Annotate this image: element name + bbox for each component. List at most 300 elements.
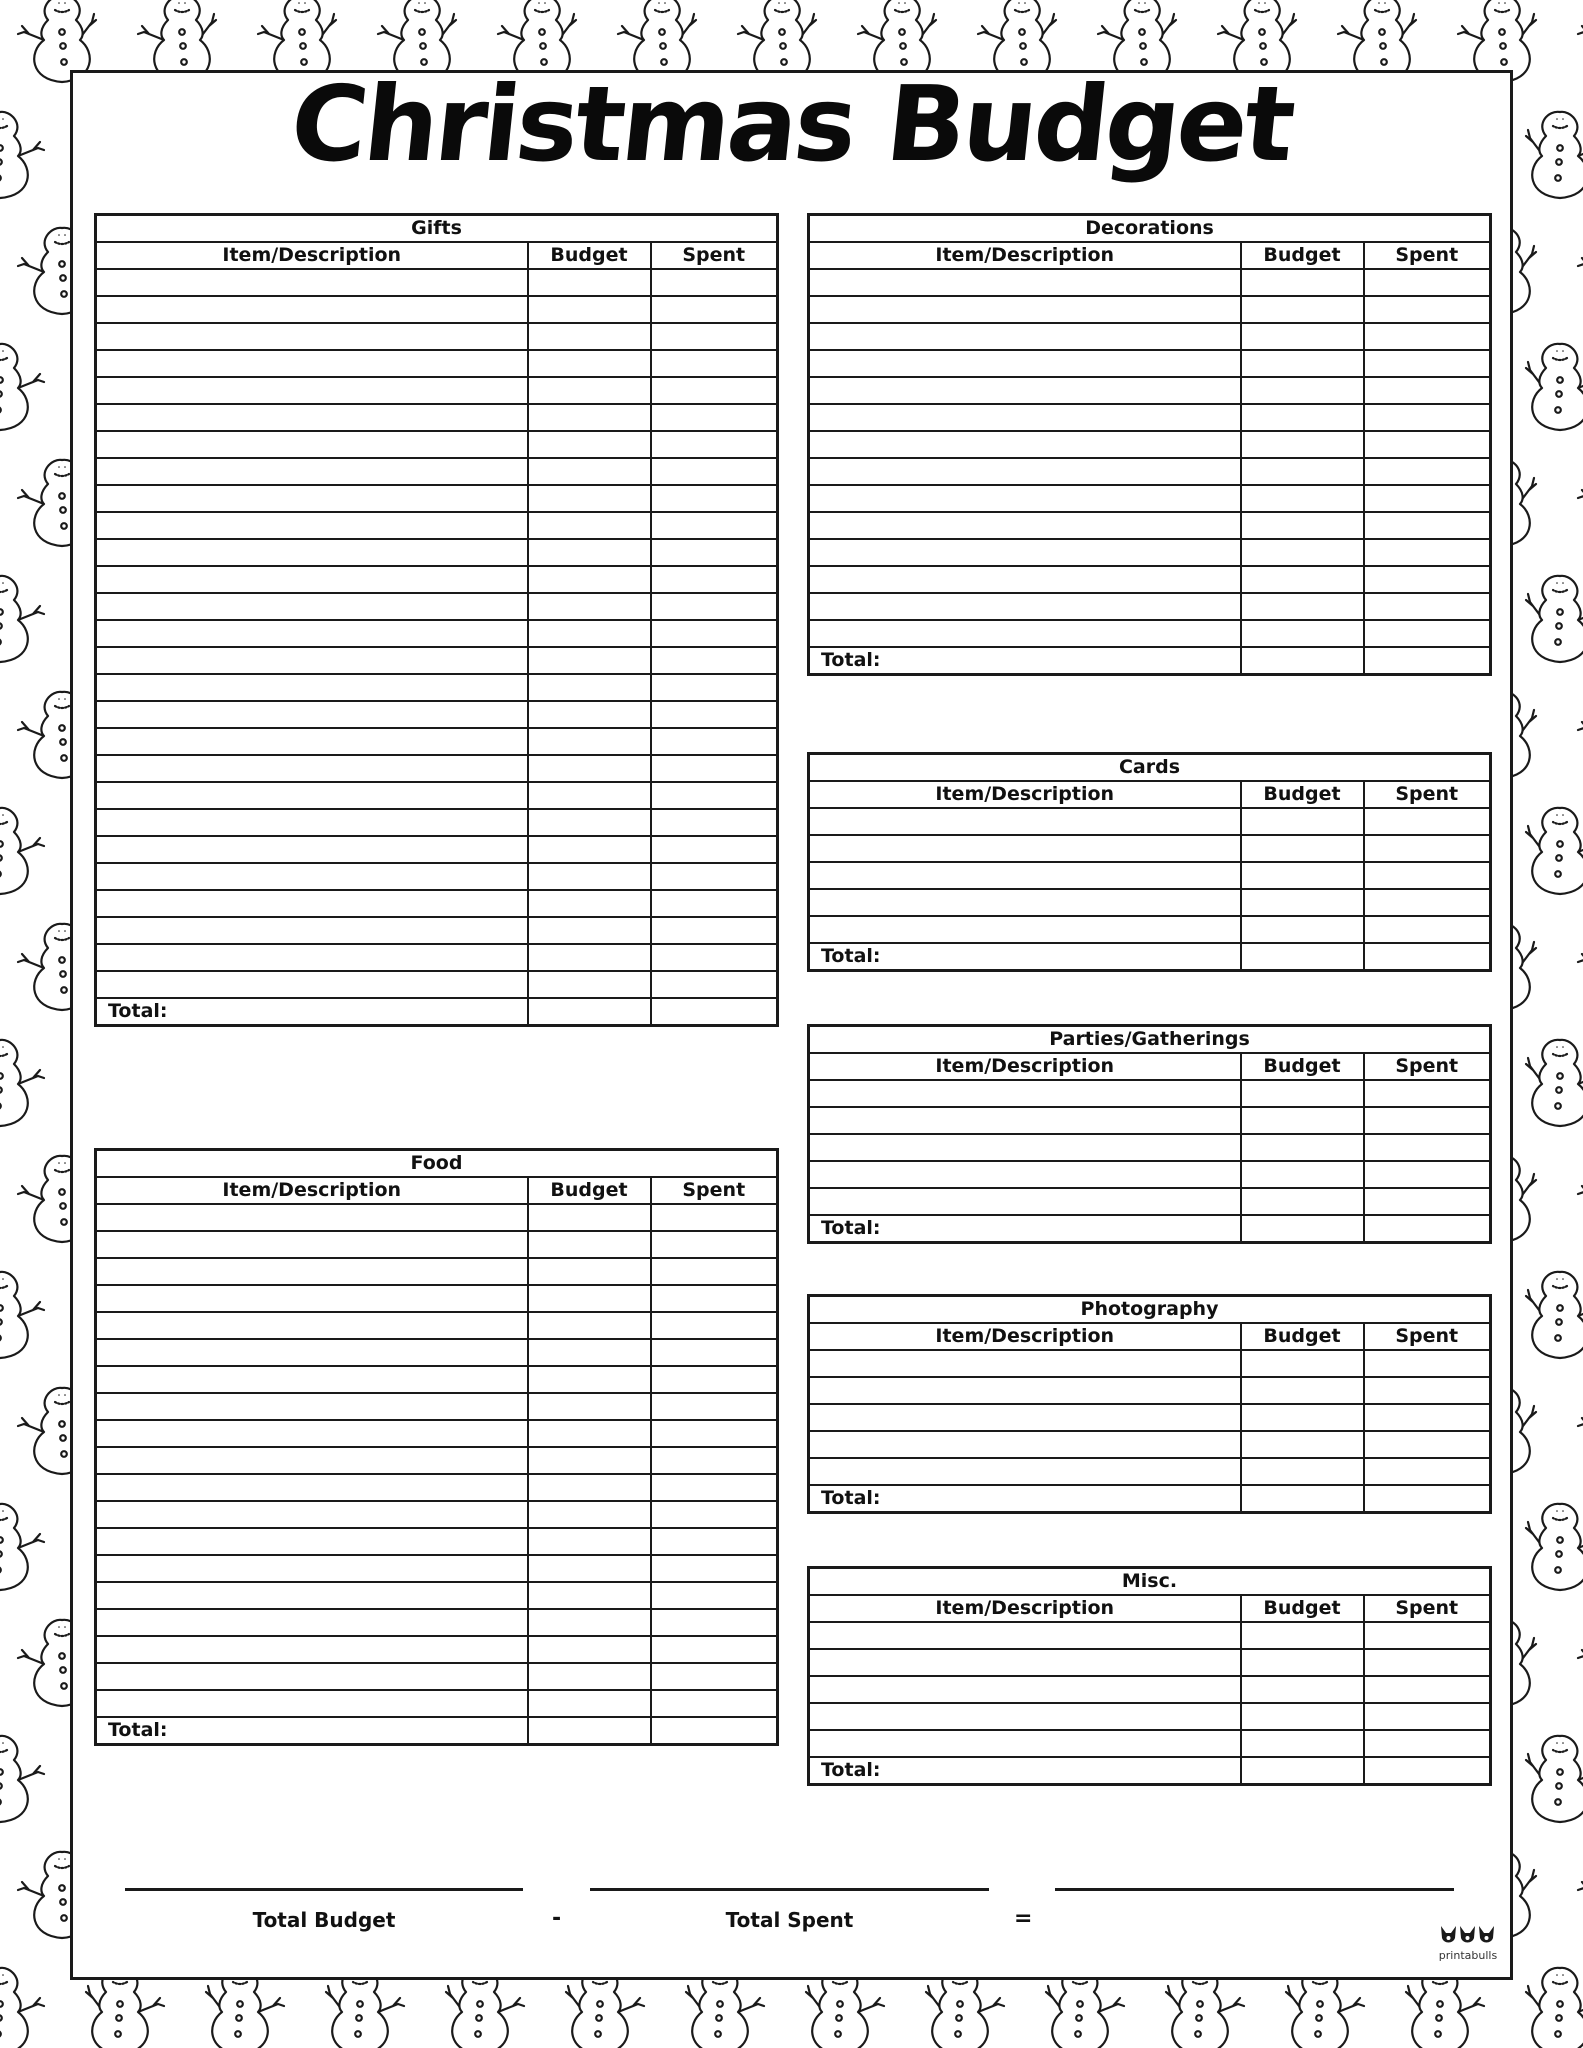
section-title-row — [809, 1568, 1491, 1596]
budget-cell[interactable] — [1241, 431, 1364, 458]
item-cell[interactable] — [809, 539, 1241, 566]
budget-cell[interactable] — [1241, 512, 1364, 539]
spent-cell[interactable] — [651, 863, 778, 890]
spent-cell[interactable] — [651, 404, 778, 431]
budget-cell[interactable] — [528, 566, 651, 593]
budget-cell[interactable] — [1241, 404, 1364, 431]
table-row — [809, 1080, 1491, 1107]
spent-cell[interactable] — [1364, 404, 1491, 431]
spent-cell[interactable] — [1364, 862, 1491, 889]
total-budget-cell[interactable] — [1241, 647, 1364, 675]
spent-cell[interactable] — [651, 1420, 778, 1447]
budget-cell[interactable] — [1241, 1703, 1364, 1730]
spent-cell[interactable] — [651, 917, 778, 944]
budget-cell[interactable] — [528, 512, 651, 539]
budget-cell[interactable] — [1241, 458, 1364, 485]
item-cell[interactable] — [96, 296, 528, 323]
item-cell[interactable] — [809, 808, 1241, 835]
budget-cell[interactable] — [1241, 1676, 1364, 1703]
item-cell[interactable] — [809, 1350, 1241, 1377]
budget-cell[interactable] — [1241, 323, 1364, 350]
total-row — [809, 943, 1491, 971]
spent-cell[interactable] — [651, 269, 778, 296]
item-cell[interactable] — [96, 485, 528, 512]
item-cell[interactable] — [809, 1377, 1241, 1404]
item-cell[interactable] — [809, 512, 1241, 539]
item-cell[interactable] — [96, 566, 528, 593]
item-cell[interactable] — [96, 512, 528, 539]
budget-cell[interactable] — [1241, 1161, 1364, 1188]
budget-cell[interactable] — [528, 836, 651, 863]
spent-cell[interactable] — [1364, 889, 1491, 916]
spent-cell[interactable] — [1364, 1350, 1491, 1377]
item-cell[interactable] — [96, 836, 528, 863]
budget-cell[interactable] — [528, 485, 651, 512]
spent-cell[interactable] — [1364, 296, 1491, 323]
item-cell[interactable] — [809, 862, 1241, 889]
budget-cell[interactable] — [528, 917, 651, 944]
budget-cell[interactable] — [1241, 485, 1364, 512]
spent-cell[interactable] — [1364, 431, 1491, 458]
budget-cell[interactable] — [528, 620, 651, 647]
budget-cell[interactable] — [1241, 1649, 1364, 1676]
snowman-icon — [0, 1968, 44, 2048]
item-cell[interactable] — [96, 377, 528, 404]
item-cell[interactable] — [809, 296, 1241, 323]
budget-cell[interactable] — [1241, 296, 1364, 323]
budget-cell[interactable] — [528, 1420, 651, 1447]
spent-cell[interactable] — [651, 1582, 778, 1609]
spent-cell[interactable] — [651, 1690, 778, 1717]
spent-cell[interactable] — [651, 971, 778, 998]
item-cell[interactable] — [809, 1431, 1241, 1458]
budget-cell[interactable] — [1241, 1377, 1364, 1404]
snowman-icon — [1578, 460, 1583, 546]
item-cell[interactable] — [809, 350, 1241, 377]
budget-cell[interactable] — [528, 1258, 651, 1285]
spent-cell[interactable] — [651, 1204, 778, 1231]
budget-cell[interactable] — [528, 1663, 651, 1690]
spent-cell[interactable] — [651, 890, 778, 917]
snowman-icon — [1578, 1620, 1583, 1706]
item-cell[interactable] — [809, 458, 1241, 485]
spent-cell[interactable] — [1364, 1161, 1491, 1188]
spent-cell[interactable] — [651, 1501, 778, 1528]
spent-cell[interactable] — [651, 647, 778, 674]
budget-cell[interactable] — [528, 458, 651, 485]
spent-cell[interactable] — [651, 350, 778, 377]
item-cell[interactable] — [809, 323, 1241, 350]
table-row — [96, 539, 778, 566]
spent-cell[interactable] — [651, 485, 778, 512]
spent-cell[interactable] — [651, 1312, 778, 1339]
spent-cell[interactable] — [651, 782, 778, 809]
item-cell[interactable] — [96, 1609, 528, 1636]
budget-cell[interactable] — [528, 809, 651, 836]
snowman-icon — [1526, 576, 1583, 662]
total-spent-cell[interactable] — [651, 1717, 778, 1745]
budget-cell[interactable] — [528, 971, 651, 998]
budget-cell[interactable] — [1241, 377, 1364, 404]
item-cell[interactable] — [96, 1339, 528, 1366]
item-cell[interactable] — [809, 1622, 1241, 1649]
spent-cell[interactable] — [651, 674, 778, 701]
table-row — [96, 1285, 778, 1312]
spent-cell[interactable] — [651, 1339, 778, 1366]
budget-cell[interactable] — [528, 431, 651, 458]
item-cell[interactable] — [96, 458, 528, 485]
total-budget-cell[interactable] — [1241, 943, 1364, 971]
item-cell[interactable] — [809, 1703, 1241, 1730]
item-cell[interactable] — [809, 1080, 1241, 1107]
spent-cell[interactable] — [651, 1474, 778, 1501]
spent-cell[interactable] — [651, 1636, 778, 1663]
item-cell[interactable] — [809, 431, 1241, 458]
budget-cell[interactable] — [528, 944, 651, 971]
item-cell[interactable] — [809, 593, 1241, 620]
spent-cell[interactable] — [1364, 1107, 1491, 1134]
item-cell[interactable] — [96, 647, 528, 674]
item-cell[interactable] — [96, 1393, 528, 1420]
budget-cell[interactable] — [1241, 1188, 1364, 1215]
spent-cell[interactable] — [1364, 1458, 1491, 1485]
budget-cell[interactable] — [528, 863, 651, 890]
item-cell[interactable] — [809, 1107, 1241, 1134]
spent-cell[interactable] — [651, 1231, 778, 1258]
budget-cell[interactable] — [1241, 916, 1364, 943]
budget-cell[interactable] — [1241, 1622, 1364, 1649]
item-cell[interactable] — [809, 1730, 1241, 1757]
item-cell[interactable] — [96, 917, 528, 944]
budget-cell[interactable] — [528, 701, 651, 728]
spent-cell[interactable] — [1364, 1676, 1491, 1703]
item-cell[interactable] — [809, 620, 1241, 647]
budget-cell[interactable] — [528, 755, 651, 782]
spent-cell[interactable] — [1364, 350, 1491, 377]
column-header-budget: Budget — [1241, 781, 1364, 808]
budget-cell[interactable] — [1241, 1458, 1364, 1485]
item-cell[interactable] — [96, 1366, 528, 1393]
budget-cell[interactable] — [1241, 1350, 1364, 1377]
budget-cell[interactable] — [528, 1501, 651, 1528]
total-spent-cell[interactable] — [1364, 1485, 1491, 1513]
item-cell[interactable] — [96, 674, 528, 701]
item-cell[interactable] — [96, 1690, 528, 1717]
item-cell[interactable] — [809, 269, 1241, 296]
column-header-spent: Spent — [1364, 1323, 1491, 1350]
item-cell[interactable] — [809, 916, 1241, 943]
total-row — [809, 1215, 1491, 1243]
item-cell[interactable] — [96, 269, 528, 296]
table-row — [809, 593, 1491, 620]
spent-cell[interactable] — [1364, 512, 1491, 539]
budget-cell[interactable] — [528, 1690, 651, 1717]
spent-cell[interactable] — [1364, 485, 1491, 512]
cards-table — [807, 752, 1492, 972]
column-header-item: Item/Description — [809, 1053, 1241, 1080]
spent-cell[interactable] — [651, 1366, 778, 1393]
item-cell[interactable] — [96, 1312, 528, 1339]
budget-cell[interactable] — [1241, 835, 1364, 862]
item-cell[interactable] — [96, 1636, 528, 1663]
budget-cell[interactable] — [528, 1474, 651, 1501]
item-cell[interactable] — [809, 1188, 1241, 1215]
item-cell[interactable] — [96, 350, 528, 377]
item-cell[interactable] — [96, 944, 528, 971]
column-header-budget: Budget — [1241, 242, 1364, 269]
budget-cell[interactable] — [1241, 1107, 1364, 1134]
item-cell[interactable] — [96, 1474, 528, 1501]
item-cell[interactable] — [809, 404, 1241, 431]
budget-cell[interactable] — [528, 1312, 651, 1339]
item-cell[interactable] — [96, 323, 528, 350]
budget-cell[interactable] — [528, 269, 651, 296]
column-header-spent: Spent — [1364, 242, 1491, 269]
remaining-line[interactable] — [1055, 1888, 1454, 1891]
spent-cell[interactable] — [651, 512, 778, 539]
budget-cell[interactable] — [528, 1636, 651, 1663]
total-spent-cell[interactable] — [1364, 943, 1491, 971]
column-header-row — [809, 781, 1491, 808]
budget-cell[interactable] — [528, 1285, 651, 1312]
spent-cell[interactable] — [651, 1609, 778, 1636]
table-row — [96, 890, 778, 917]
item-cell[interactable] — [96, 809, 528, 836]
spent-cell[interactable] — [1364, 323, 1491, 350]
spent-cell[interactable] — [1364, 377, 1491, 404]
item-cell[interactable] — [96, 593, 528, 620]
spent-cell[interactable] — [651, 944, 778, 971]
snowman-icon — [1578, 692, 1583, 778]
item-cell[interactable] — [96, 1447, 528, 1474]
table-row — [809, 377, 1491, 404]
budget-cell[interactable] — [528, 1231, 651, 1258]
table-row — [96, 593, 778, 620]
spent-cell[interactable] — [651, 1555, 778, 1582]
total-budget-cell[interactable] — [528, 1717, 651, 1745]
budget-cell[interactable] — [528, 1582, 651, 1609]
total-budget-cell[interactable] — [1241, 1757, 1364, 1785]
item-cell[interactable] — [809, 889, 1241, 916]
item-cell[interactable] — [96, 1258, 528, 1285]
spent-cell[interactable] — [1364, 593, 1491, 620]
table-row — [809, 323, 1491, 350]
spent-cell[interactable] — [1364, 1730, 1491, 1757]
budget-cell[interactable] — [528, 1528, 651, 1555]
parties-table — [807, 1024, 1492, 1244]
total-spent-cell[interactable] — [1364, 1215, 1491, 1243]
spent-cell[interactable] — [1364, 808, 1491, 835]
spent-cell[interactable] — [1364, 916, 1491, 943]
budget-cell[interactable] — [1241, 889, 1364, 916]
item-cell[interactable] — [96, 1528, 528, 1555]
item-cell[interactable] — [809, 1649, 1241, 1676]
snowman-icon — [1578, 924, 1583, 1010]
budget-cell[interactable] — [1241, 808, 1364, 835]
budget-cell[interactable] — [1241, 620, 1364, 647]
budget-cell[interactable] — [1241, 1730, 1364, 1757]
spent-cell[interactable] — [651, 1393, 778, 1420]
budget-cell[interactable] — [528, 593, 651, 620]
item-cell[interactable] — [96, 728, 528, 755]
budget-cell[interactable] — [1241, 539, 1364, 566]
budget-cell[interactable] — [1241, 350, 1364, 377]
spent-cell[interactable] — [1364, 1431, 1491, 1458]
budget-cell[interactable] — [528, 1447, 651, 1474]
spent-cell[interactable] — [651, 701, 778, 728]
budget-cell[interactable] — [528, 350, 651, 377]
budget-cell[interactable] — [528, 404, 651, 431]
spent-cell[interactable] — [1364, 835, 1491, 862]
spent-cell[interactable] — [1364, 1649, 1491, 1676]
item-cell[interactable] — [96, 1285, 528, 1312]
spent-cell[interactable] — [651, 296, 778, 323]
snowman-icon — [0, 808, 44, 894]
spent-cell[interactable] — [651, 620, 778, 647]
total-budget-line[interactable] — [125, 1888, 523, 1891]
total-spent-line[interactable] — [590, 1888, 989, 1891]
total-budget-cell[interactable] — [1241, 1485, 1364, 1513]
table-row — [96, 1609, 778, 1636]
item-cell[interactable] — [96, 1555, 528, 1582]
budget-cell[interactable] — [1241, 269, 1364, 296]
item-cell[interactable] — [96, 620, 528, 647]
budget-cell[interactable] — [1241, 1080, 1364, 1107]
item-cell[interactable] — [809, 1676, 1241, 1703]
budget-cell[interactable] — [528, 296, 651, 323]
spent-cell[interactable] — [651, 1447, 778, 1474]
table-row — [96, 863, 778, 890]
spent-cell[interactable] — [1364, 1080, 1491, 1107]
budget-cell[interactable] — [528, 782, 651, 809]
item-cell[interactable] — [96, 1663, 528, 1690]
budget-cell[interactable] — [528, 377, 651, 404]
budget-cell[interactable] — [528, 539, 651, 566]
item-cell[interactable] — [96, 1420, 528, 1447]
item-cell[interactable] — [96, 404, 528, 431]
budget-cell[interactable] — [528, 728, 651, 755]
item-cell[interactable] — [96, 1582, 528, 1609]
budget-cell[interactable] — [528, 1204, 651, 1231]
spent-cell[interactable] — [1364, 458, 1491, 485]
item-cell[interactable] — [96, 1231, 528, 1258]
item-cell[interactable] — [809, 1134, 1241, 1161]
spent-cell[interactable] — [1364, 566, 1491, 593]
item-cell[interactable] — [96, 1204, 528, 1231]
budget-cell[interactable] — [1241, 1431, 1364, 1458]
item-cell[interactable] — [809, 377, 1241, 404]
total-budget-label: Total Budget — [252, 1908, 396, 1932]
budget-cell[interactable] — [1241, 1134, 1364, 1161]
budget-cell[interactable] — [528, 674, 651, 701]
budget-cell[interactable] — [1241, 862, 1364, 889]
item-cell[interactable] — [96, 971, 528, 998]
spent-cell[interactable] — [651, 1528, 778, 1555]
table-row — [809, 1404, 1491, 1431]
spent-cell[interactable] — [651, 1663, 778, 1690]
total-spent-cell[interactable] — [651, 998, 778, 1026]
budget-cell[interactable] — [528, 1366, 651, 1393]
budget-cell[interactable] — [528, 647, 651, 674]
spent-cell[interactable] — [651, 458, 778, 485]
spent-cell[interactable] — [651, 431, 778, 458]
total-spent-cell[interactable] — [1364, 1757, 1491, 1785]
budget-cell[interactable] — [528, 1609, 651, 1636]
item-cell[interactable] — [96, 701, 528, 728]
spent-cell[interactable] — [651, 377, 778, 404]
item-cell[interactable] — [809, 1458, 1241, 1485]
column-header-item: Item/Description — [96, 1177, 528, 1204]
spent-cell[interactable] — [651, 539, 778, 566]
spent-cell[interactable] — [1364, 269, 1491, 296]
spent-cell[interactable] — [1364, 1404, 1491, 1431]
spent-cell[interactable] — [651, 323, 778, 350]
spent-cell[interactable] — [1364, 1188, 1491, 1215]
budget-cell[interactable] — [528, 1393, 651, 1420]
total-row — [96, 1717, 778, 1745]
section-title: Gifts — [96, 215, 778, 243]
table-row — [809, 808, 1491, 835]
budget-cell[interactable] — [528, 1555, 651, 1582]
item-cell[interactable] — [809, 566, 1241, 593]
budget-cell[interactable] — [1241, 1404, 1364, 1431]
spent-cell[interactable] — [651, 728, 778, 755]
item-cell[interactable] — [96, 890, 528, 917]
snowman-icon — [1578, 1852, 1583, 1938]
spent-cell[interactable] — [651, 566, 778, 593]
table-row — [96, 350, 778, 377]
total-budget-cell[interactable] — [528, 998, 651, 1026]
spent-cell[interactable] — [651, 809, 778, 836]
total-budget-cell[interactable] — [1241, 1215, 1364, 1243]
budget-cell[interactable] — [1241, 593, 1364, 620]
item-cell[interactable] — [96, 539, 528, 566]
printabulls-logo-text: printabulls — [1438, 1949, 1498, 1962]
item-cell[interactable] — [809, 1161, 1241, 1188]
spent-cell[interactable] — [1364, 539, 1491, 566]
spent-cell[interactable] — [651, 1258, 778, 1285]
item-cell[interactable] — [96, 755, 528, 782]
spent-cell[interactable] — [651, 593, 778, 620]
table-row — [96, 1582, 778, 1609]
budget-cell[interactable] — [528, 1339, 651, 1366]
budget-cell[interactable] — [1241, 566, 1364, 593]
spent-cell[interactable] — [1364, 1703, 1491, 1730]
spent-cell[interactable] — [1364, 1377, 1491, 1404]
item-cell[interactable] — [96, 782, 528, 809]
item-cell[interactable] — [96, 1501, 528, 1528]
budget-cell[interactable] — [528, 323, 651, 350]
table-row — [96, 1366, 778, 1393]
item-cell[interactable] — [96, 863, 528, 890]
spent-cell[interactable] — [1364, 1134, 1491, 1161]
spent-cell[interactable] — [651, 836, 778, 863]
item-cell[interactable] — [809, 485, 1241, 512]
spent-cell[interactable] — [1364, 620, 1491, 647]
spent-cell[interactable] — [1364, 1622, 1491, 1649]
total-spent-label: Total Spent — [725, 1908, 854, 1932]
section-title-row — [96, 1150, 778, 1178]
total-spent-cell[interactable] — [1364, 647, 1491, 675]
item-cell[interactable] — [96, 431, 528, 458]
item-cell[interactable] — [809, 1404, 1241, 1431]
snowman-icon — [0, 344, 44, 430]
misc-table — [807, 1566, 1492, 1786]
budget-cell[interactable] — [528, 890, 651, 917]
spent-cell[interactable] — [651, 755, 778, 782]
spent-cell[interactable] — [651, 1285, 778, 1312]
item-cell[interactable] — [809, 835, 1241, 862]
